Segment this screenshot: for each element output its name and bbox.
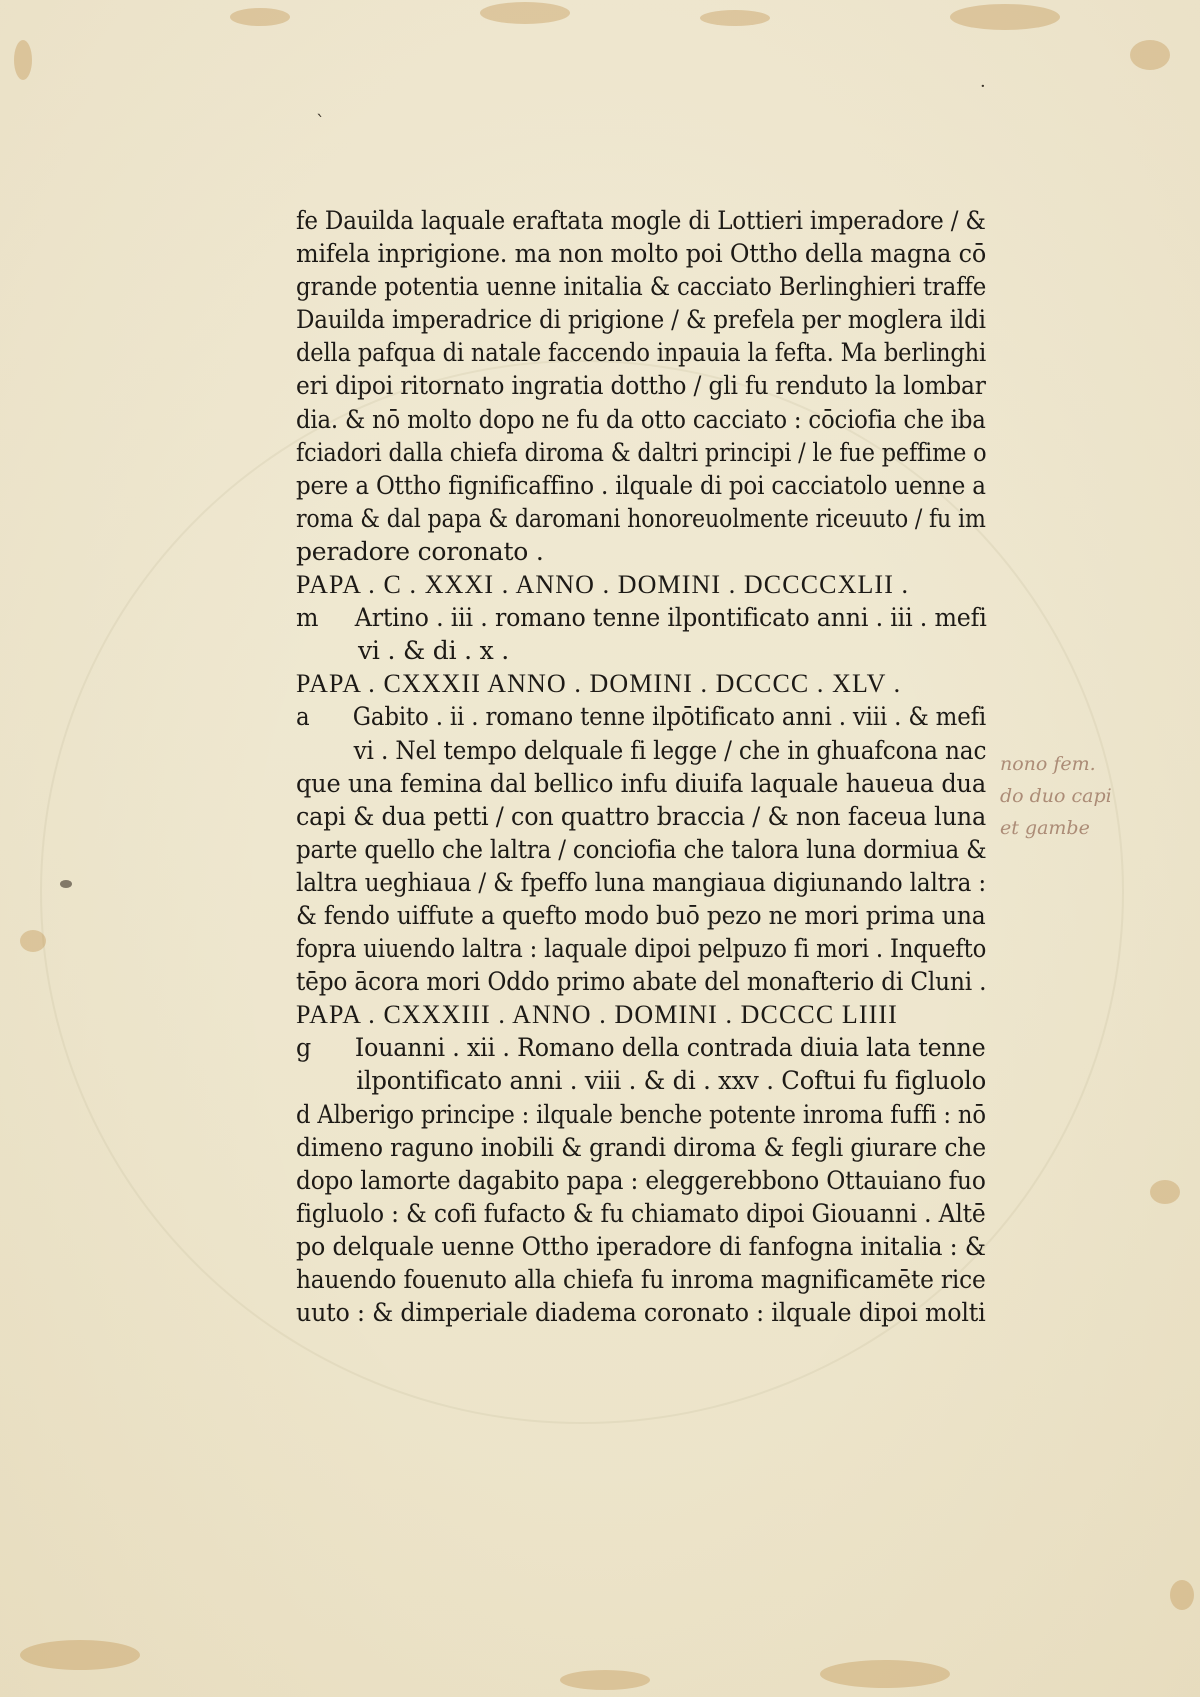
foxing-spot	[950, 4, 1060, 30]
line-text: grande potentia uenne initalia & cacciato Berlinghieri traffe	[296, 272, 987, 302]
text-line	[296, 502, 986, 535]
text-line	[296, 270, 987, 303]
guide-letter: g	[296, 1033, 312, 1063]
line-text: dopo lamorte dagabito papa : eleggerebbono Ottauiano fuo	[296, 1165, 986, 1195]
heading-text: PAPA . C . XXXI . ANNO . DOMINI . DCCCCXLII .	[296, 570, 910, 600]
foxing-spot	[700, 10, 770, 26]
text-line	[296, 767, 986, 800]
text-line	[296, 369, 986, 402]
line-text: que una femina dal bellico infu diuifa laquale haueua dua	[296, 768, 986, 798]
marginalia	[1000, 748, 1190, 844]
text-line-with-guide-letter	[296, 1031, 986, 1064]
guide-letter: a	[296, 702, 310, 732]
text-line	[296, 800, 986, 833]
heading-text: PAPA . CXXXII ANNO . DOMINI . DCCCC . XLV .	[296, 669, 902, 699]
line-text: vi . & di . x .	[358, 636, 509, 666]
text-line	[296, 237, 987, 270]
line-text: fopra uiuendo laltra : laquale dipoi pelpuzo fi mori . Inquefto	[296, 934, 987, 964]
line-text: parte quello che laltra / conciofia che talora luna dormiua &	[296, 834, 987, 864]
foxing-spot	[14, 40, 32, 80]
page-dot-mark: `	[316, 112, 325, 133]
foxing-spot	[230, 8, 290, 26]
text-line-indented	[296, 1064, 987, 1097]
heading-text: PAPA . CXXXIII . ANNO . DOMINI . DCCCC LIIII	[296, 1000, 898, 1030]
line-text: peradore coronato .	[296, 536, 544, 566]
text-line	[296, 469, 986, 502]
line-text: Gabito . ii . romano tenne ilpōtificato anni . viii . & mefi	[352, 702, 987, 732]
text-line	[296, 436, 987, 469]
text-line-indented	[296, 734, 987, 767]
line-text: pere a Ottho fignificaffino . ilquale di poi cacciatolo uenne a	[296, 470, 986, 500]
line-text: della pafqua di natale faccendo inpauia la fefta. Ma berlinghi	[296, 338, 987, 368]
text-line	[296, 204, 986, 237]
foxing-spot	[820, 1660, 950, 1688]
line-text: Iouanni . xii . Romano della contrada diuia lata tenne	[354, 1033, 986, 1063]
line-text: eri dipoi ritornato ingratia dottho / gli fu renduto la lombar	[296, 371, 986, 401]
papal-heading	[296, 998, 986, 1031]
text-line	[296, 1098, 986, 1131]
line-text: figluolo : & cofi fufacto & fu chiamato dipoi Giouanni . Altē	[296, 1198, 986, 1228]
foxing-spot	[480, 2, 570, 24]
foxing-spot	[60, 880, 72, 888]
text-line	[296, 1296, 986, 1329]
text-line	[296, 1263, 986, 1296]
text-line	[296, 1164, 986, 1197]
text-line	[296, 1131, 986, 1164]
line-text: tēpo ācora mori Oddo primo abate del monafterio di Cluni .	[296, 967, 987, 997]
line-text: hauendo fouenuto alla chiefa fu inroma magnificamēte rice	[296, 1265, 986, 1294]
line-text: po delquale uenne Ottho iperadore di fanfogna initalia : &	[296, 1231, 986, 1261]
text-line	[296, 303, 986, 336]
line-text: fe Dauilda laquale eraftata mogle di Lottieri imperadore / &	[296, 206, 986, 235]
foxing-spot	[1150, 1180, 1180, 1204]
line-text: fciadori dalla chiefa diroma & daltri principi / le fue peffime o	[296, 437, 987, 467]
text-line	[296, 899, 986, 932]
text-line	[296, 866, 986, 899]
text-line	[296, 833, 987, 866]
line-text: capi & dua petti / con quattro braccia / & non faceua luna	[296, 801, 986, 831]
text-line-indented	[296, 634, 986, 667]
text-line-with-guide-letter	[296, 601, 987, 634]
line-text: Artino . iii . romano tenne ilpontificato anni . iii . mefi	[354, 603, 987, 633]
line-text: ilpontificato anni . viii . & di . xxv . Coftui fu figluolo	[356, 1066, 987, 1096]
line-text: roma & dal papa & daromani honoreuolmente riceuuto / fu im	[296, 503, 986, 533]
foxing-spot	[20, 1640, 140, 1670]
line-text: uuto : & dimperiale diadema coronato : ilquale dipoi molti	[296, 1298, 986, 1328]
text-line	[296, 336, 987, 369]
text-line	[296, 535, 986, 568]
papal-heading	[296, 568, 986, 601]
text-line	[296, 1230, 986, 1263]
line-text: dia. & nō molto dopo ne fu da otto cacciato : cōciofia che iba	[296, 404, 986, 434]
foxing-spot	[20, 930, 46, 952]
marginal-note: nono fem.	[1000, 753, 1096, 775]
foxing-spot	[1130, 40, 1170, 70]
line-text: d Alberigo principe : ilquale benche potente inroma fuffi : nō	[296, 1099, 986, 1129]
guide-letter: m	[296, 603, 319, 633]
marginal-note: do duo capi	[1000, 785, 1112, 807]
line-text: Dauilda imperadrice di prigione / & prefela per moglera ildi	[296, 305, 986, 335]
text-line	[296, 965, 987, 998]
line-text: laltra ueghiaua / & fpeffo luna mangiaua digiunando laltra :	[296, 867, 986, 897]
text-line	[296, 1197, 986, 1230]
foxing-spot	[560, 1670, 650, 1690]
line-text: mifela inprigione. ma non molto poi Ottho della magna cō	[296, 239, 987, 269]
marginal-note: et gambe	[1000, 817, 1090, 839]
page-dot-mark: ·	[980, 76, 986, 97]
line-text: & fendo uiffute a quefto modo buō pezo ne mori prima una	[296, 900, 986, 930]
text-line	[296, 932, 987, 965]
text-line	[296, 403, 986, 436]
line-text: vi . Nel tempo delquale fi legge / che in ghuafcona nac	[353, 735, 987, 765]
text-line-with-guide-letter	[296, 700, 987, 733]
foxing-spot	[1170, 1580, 1194, 1610]
text-block	[296, 204, 986, 1329]
papal-heading	[296, 667, 986, 700]
line-text: dimeno raguno inobili & grandi diroma & fegli giurare che	[296, 1132, 986, 1162]
